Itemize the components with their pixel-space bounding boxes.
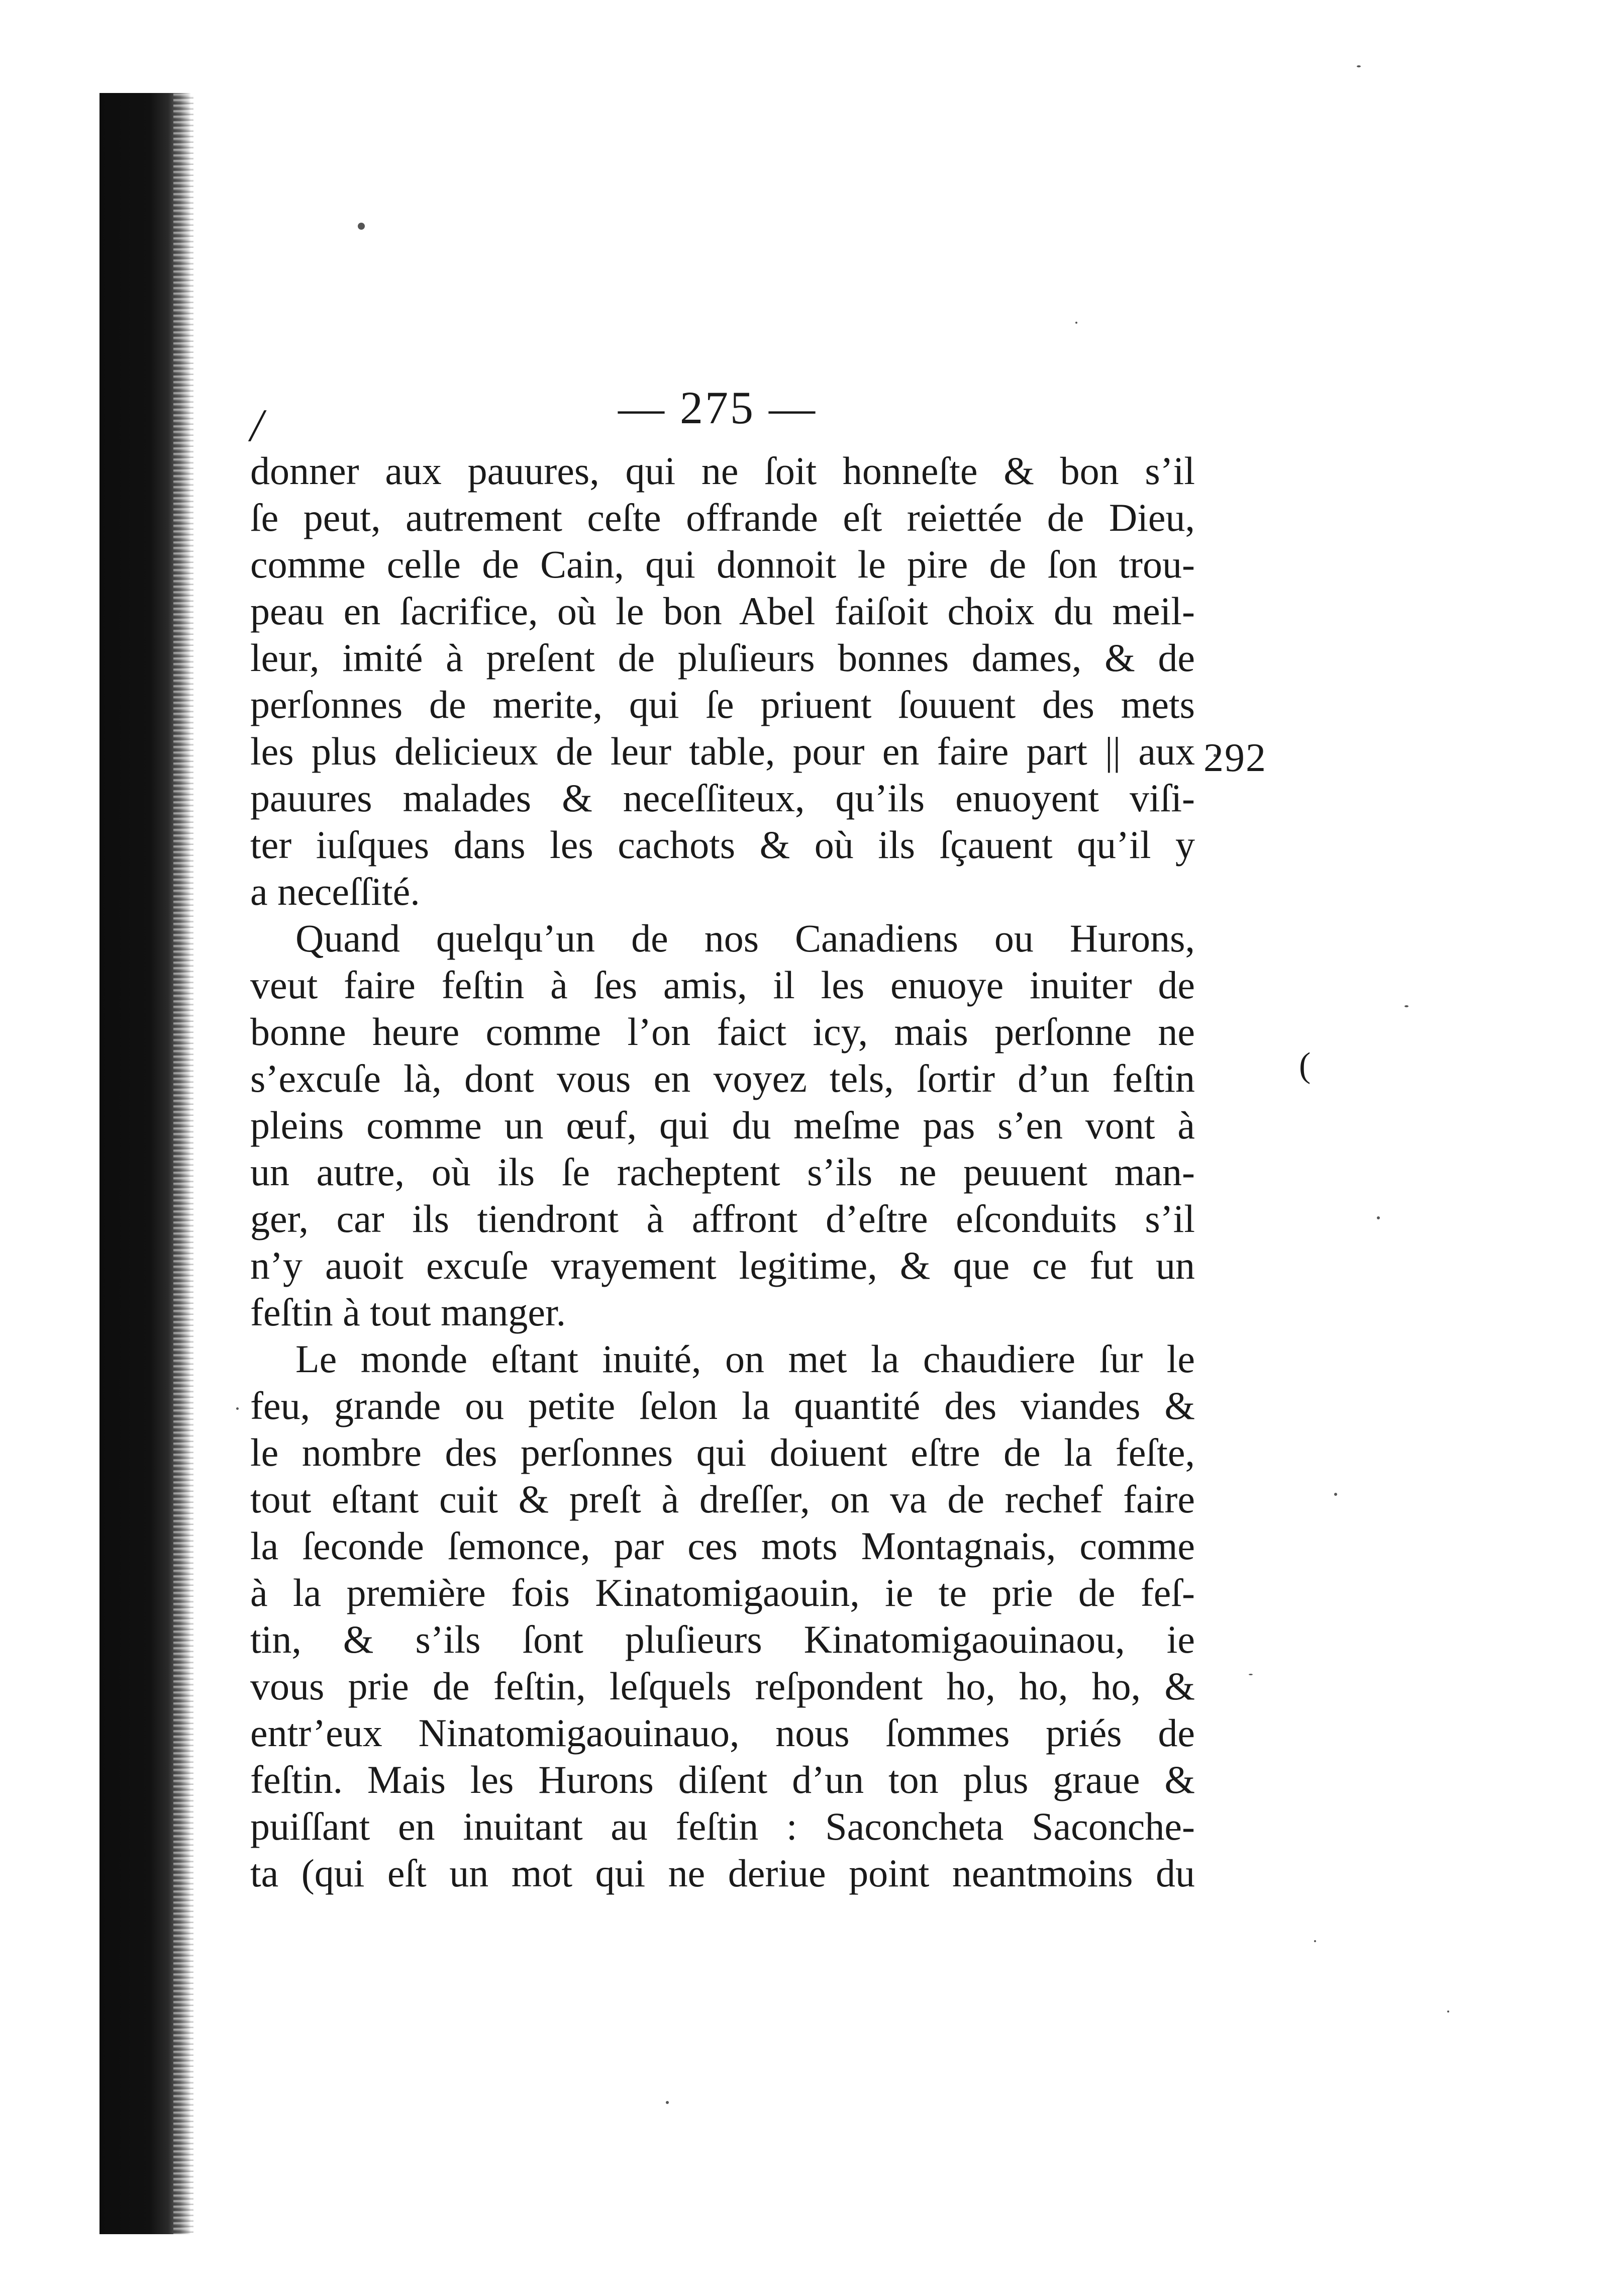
margin-mark: ( xyxy=(1299,1046,1311,1085)
text-line: veut faire feſtin à ſes amis, il les enuoye inuiter de xyxy=(250,963,1195,1007)
text-line: le nombre des perſonnes qui doiuent eſtre de la feſte, xyxy=(250,1430,1195,1474)
text-line: feſtin. Mais les Hurons diſent d’un ton plus graue & xyxy=(250,1758,1195,1801)
text-line: Quand quelqu’un de nos Canadiens ou Hurons, xyxy=(295,916,1195,960)
paragraph xyxy=(250,1335,1195,1896)
text-line: les plus delicieux de leur table, pour en faire part || aux xyxy=(250,729,1195,773)
text-line: entr’eux Ninatomigaouinauo, nous ſommes priés de xyxy=(250,1711,1195,1755)
text-line: perſonnes de merite, qui ſe priuent ſouuent des mets xyxy=(250,683,1195,726)
text-line: comme celle de Cain, qui donnoit le pire de ſon trou- xyxy=(250,542,1195,586)
text-line: puiſſant en inuitant au feſtin : Saconcheta Saconche- xyxy=(250,1804,1195,1848)
binding-edge-texture xyxy=(173,93,193,2234)
text-line: un autre, où ils ſe racheptent s’ils ne peuuent man- xyxy=(250,1150,1195,1194)
text-line: donner aux pauures, qui ne ſoit honneſte & bon s’il xyxy=(250,449,1195,493)
header-mark: / xyxy=(250,400,263,451)
text-line: à la première fois Kinatomigaouin, ie te prie de feſ- xyxy=(250,1571,1195,1614)
text-line: ſe peut, autrement ceſte offrande eſt reiettée de Dieu, xyxy=(250,496,1195,539)
text-line: bonne heure comme l’on faict icy, mais perſonne ne xyxy=(250,1010,1195,1054)
text-line: a neceſſité. xyxy=(250,870,420,913)
text-line: ter iuſques dans les cachots & où ils ſçauent qu’il y xyxy=(250,823,1195,867)
text-line: feu, grande ou petite ſelon la quantité des viandes & xyxy=(250,1384,1195,1427)
text-line: n’y auoit excuſe vrayement legitime, & que ce fut un xyxy=(250,1243,1195,1287)
text-line: peau en ſacrifice, où le bon Abel faiſoit choix du meil- xyxy=(250,589,1195,633)
text-line: la ſeconde ſemonce, par ces mots Montagnais, comme xyxy=(250,1524,1195,1568)
text-line: leur, imité à preſent de pluſieurs bonnes dames, & de xyxy=(250,636,1195,680)
text-line: tin, & s’ils ſont pluſieurs Kinatomigaouinaou, ie xyxy=(250,1617,1195,1661)
text-line: pleins comme un œuf, qui du meſme pas s’en vont à xyxy=(250,1103,1195,1147)
text-line: ta (qui eſt un mot qui ne deriue point neantmoins du xyxy=(250,1851,1195,1895)
text-line: tout eſtant cuit & preſt à dreſſer, on va de rechef faire xyxy=(250,1477,1195,1521)
text-line: s’excuſe là, dont vous en voyez tels, ſortir d’un feſtin xyxy=(250,1057,1195,1100)
text-line: Le monde eſtant inuité, on met la chaudiere ſur le xyxy=(295,1337,1195,1381)
text-line: ger, car ils tiendront à affront d’eſtre eſconduits s’il xyxy=(250,1197,1195,1240)
paragraph xyxy=(250,915,1195,1335)
text-line: vous prie de feſtin, leſquels reſpondent ho, ho, ho, & xyxy=(250,1664,1195,1708)
page-number: — 275 — xyxy=(618,382,817,433)
text-line: pauures malades & neceſſiteux, qu’ils enuoyent viſi- xyxy=(250,776,1195,820)
body-text xyxy=(250,447,1195,1896)
text-line: feſtin à tout manger. xyxy=(250,1290,566,1334)
paragraph xyxy=(250,447,1195,915)
margin-page-reference: 292 xyxy=(1203,736,1267,780)
